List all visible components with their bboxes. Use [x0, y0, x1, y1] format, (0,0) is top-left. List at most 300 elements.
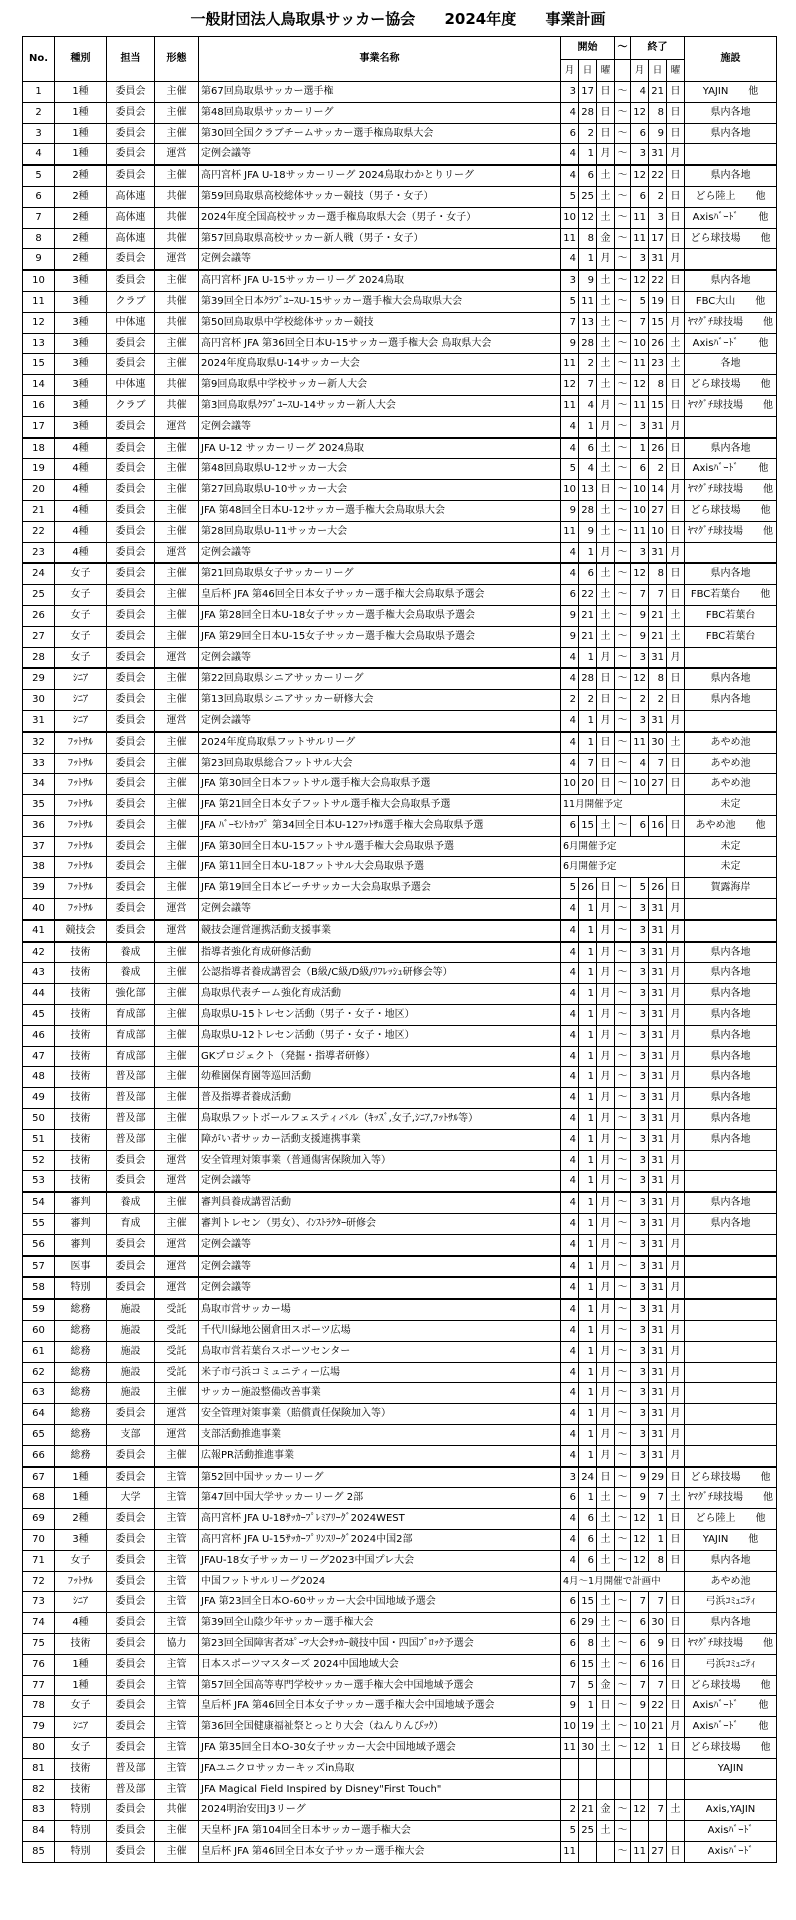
cell-charge: 委員会 — [107, 416, 155, 437]
cell-no: 13 — [23, 333, 55, 354]
cell-event-name: 高円宮杯 JFA U-18サッカーリーグ 2024鳥取わかとりリーグ — [199, 165, 561, 186]
cell-no: 9 — [23, 249, 55, 270]
cell-no: 10 — [23, 270, 55, 291]
cell-form: 共催 — [155, 312, 199, 333]
cell-end-month: 3 — [631, 1005, 649, 1026]
cell-form: 主催 — [155, 1383, 199, 1404]
cell-start-weekday: 月 — [597, 1341, 615, 1362]
cell-tilde: ～ — [615, 416, 631, 437]
cell-facility — [685, 1277, 777, 1299]
cell-end-month: 3 — [631, 899, 649, 920]
table-row — [23, 249, 777, 270]
cell-tilde: ～ — [615, 984, 631, 1005]
cell-charge: 委員会 — [107, 521, 155, 542]
table-row — [23, 1129, 777, 1150]
cell-charge: 委員会 — [107, 563, 155, 584]
cell-end-weekday: 日 — [667, 753, 685, 774]
cell-type: 審判 — [55, 1234, 107, 1255]
cell-end-weekday: 月 — [667, 710, 685, 731]
cell-facility: Axisﾊﾞｰﾄﾞ — [685, 1821, 777, 1842]
cell-start-weekday: 月 — [597, 1383, 615, 1404]
cell-no: 38 — [23, 857, 55, 878]
cell-tilde: ～ — [615, 1299, 631, 1320]
cell-event-name: 第3回鳥取県ｸﾗﾌﾞﾕｰｽU-14サッカー新人大会 — [199, 395, 561, 416]
cell-start-month: 11 — [561, 228, 579, 249]
cell-tilde: ～ — [615, 585, 631, 606]
cell-facility: ﾔﾏｸﾞﾁ球技場 他 — [685, 521, 777, 542]
cell-no: 28 — [23, 647, 55, 668]
cell-facility: 県内各地 — [685, 102, 777, 123]
cell-end-month: 6 — [631, 1654, 649, 1675]
table-row — [23, 1758, 777, 1779]
cell-event-name: 鳥取県代表チーム強化育成活動 — [199, 984, 561, 1005]
cell-form: 主催 — [155, 1192, 199, 1213]
cell-end-weekday: 土 — [667, 605, 685, 626]
cell-start-weekday: 月 — [597, 710, 615, 731]
cell-end-weekday — [667, 1758, 685, 1779]
cell-end-month: 11 — [631, 228, 649, 249]
cell-start-month: 4 — [561, 1383, 579, 1404]
cell-start-month: 4 — [561, 1234, 579, 1255]
cell-form: 主管 — [155, 1613, 199, 1634]
cell-type: 技術 — [55, 1171, 107, 1192]
table-row — [23, 920, 777, 942]
cell-tilde: ～ — [615, 1654, 631, 1675]
cell-end-weekday: 月 — [667, 899, 685, 920]
cell-event-name: 定例会議等 — [199, 647, 561, 668]
cell-charge: 委員会 — [107, 1675, 155, 1696]
cell-type: 1種 — [55, 1654, 107, 1675]
cell-charge: 施設 — [107, 1362, 155, 1383]
cell-start-month: 4 — [561, 1529, 579, 1550]
cell-tilde: ～ — [615, 1088, 631, 1109]
cell-end-day: 1 — [649, 1509, 667, 1530]
cell-start-weekday: 土 — [597, 1592, 615, 1613]
cell-end-weekday: 日 — [667, 82, 685, 103]
cell-tilde: ～ — [615, 395, 631, 416]
cell-event-name: 天皇杯 JFA 第104回全日本サッカー選手権大会 — [199, 1821, 561, 1842]
table-row — [23, 82, 777, 103]
cell-type: ﾌｯﾄｻﾙ — [55, 857, 107, 878]
cell-no: 37 — [23, 836, 55, 857]
cell-charge: 委員会 — [107, 1467, 155, 1488]
cell-tilde: ～ — [615, 1696, 631, 1717]
cell-tilde: ～ — [615, 626, 631, 647]
cell-start-day: 30 — [579, 1737, 597, 1758]
cell-start-month: 4 — [561, 416, 579, 437]
cell-end-weekday: 月 — [667, 249, 685, 270]
cell-tilde: ～ — [615, 1488, 631, 1509]
cell-type: 技術 — [55, 1046, 107, 1067]
cell-end-day: 7 — [649, 1488, 667, 1509]
cell-end-day: 31 — [649, 710, 667, 731]
cell-form: 運営 — [155, 1425, 199, 1446]
cell-charge: 委員会 — [107, 710, 155, 731]
cell-no: 69 — [23, 1509, 55, 1530]
cell-start-weekday: 土 — [597, 459, 615, 480]
cell-end-day: 26 — [649, 878, 667, 899]
cell-end-month — [631, 1821, 649, 1842]
cell-tilde: ～ — [615, 1109, 631, 1130]
cell-end-month: 12 — [631, 1550, 649, 1571]
table-row — [23, 1467, 777, 1488]
cell-event-name: 鳥取県U-12トレセン活動（男子・女子・地区） — [199, 1025, 561, 1046]
cell-end-weekday: 日 — [667, 1550, 685, 1571]
cell-no: 27 — [23, 626, 55, 647]
cell-event-name: 高円宮杯 JFA U-15サッカーリーグ 2024鳥取 — [199, 270, 561, 291]
cell-tilde: ～ — [615, 774, 631, 795]
cell-start-weekday: 日 — [597, 732, 615, 753]
cell-start-weekday — [597, 1758, 615, 1779]
cell-event-name: 第39回全日本ｸﾗﾌﾞﾕｰｽU-15サッカー選手権大会鳥取県大会 — [199, 291, 561, 312]
cell-start-day: 6 — [579, 1529, 597, 1550]
cell-event-name: 第48回鳥取県U-12サッカー大会 — [199, 459, 561, 480]
cell-start-weekday: 日 — [597, 668, 615, 689]
cell-start-day: 11 — [579, 291, 597, 312]
cell-charge: 委員会 — [107, 1171, 155, 1192]
cell-tilde: ～ — [615, 1509, 631, 1530]
cell-start-day — [579, 1779, 597, 1800]
cell-start-day: 1 — [579, 1214, 597, 1235]
cell-charge: 委員会 — [107, 1404, 155, 1425]
cell-end-day: 31 — [649, 1171, 667, 1192]
cell-end-weekday: 日 — [667, 1841, 685, 1862]
cell-end-weekday: 日 — [667, 1675, 685, 1696]
cell-start-weekday: 日 — [597, 690, 615, 711]
cell-form: 共催 — [155, 228, 199, 249]
cell-type: 女子 — [55, 605, 107, 626]
cell-start-weekday: 土 — [597, 375, 615, 396]
cell-form: 主催 — [155, 1129, 199, 1150]
cell-start-month: 4 — [561, 753, 579, 774]
cell-start-weekday: 日 — [597, 1696, 615, 1717]
cell-start-weekday: 月 — [597, 1234, 615, 1255]
cell-form: 運営 — [155, 710, 199, 731]
cell-charge: 委員会 — [107, 249, 155, 270]
cell-start-weekday: 土 — [597, 354, 615, 375]
table-row — [23, 270, 777, 291]
table-row — [23, 1404, 777, 1425]
cell-start-month: 6 — [561, 815, 579, 836]
cell-type: 3種 — [55, 312, 107, 333]
cell-charge: 委員会 — [107, 605, 155, 626]
table-row — [23, 1633, 777, 1654]
cell-start-month: 6 — [561, 1592, 579, 1613]
cell-start-weekday: 月 — [597, 1025, 615, 1046]
cell-start-weekday: 土 — [597, 815, 615, 836]
cell-end-day: 31 — [649, 1192, 667, 1213]
cell-tilde: ～ — [615, 732, 631, 753]
cell-end-month: 3 — [631, 984, 649, 1005]
cell-facility: 県内各地 — [685, 1550, 777, 1571]
cell-end-month: 3 — [631, 1025, 649, 1046]
cell-event-name: 2024明治安田J3リーグ — [199, 1800, 561, 1821]
cell-tilde: ～ — [615, 312, 631, 333]
cell-event-name: JFA 第28回全日本U-18女子サッカー選手権大会鳥取県予選会 — [199, 605, 561, 626]
cell-type: 技術 — [55, 1067, 107, 1088]
cell-tilde: ～ — [615, 1277, 631, 1299]
cell-form: 主催 — [155, 774, 199, 795]
cell-type: 女子 — [55, 1737, 107, 1758]
table-row — [23, 710, 777, 731]
cell-start-weekday: 月 — [597, 1362, 615, 1383]
cell-event-name: 高円宮杯 JFA U-15ｻｯｶｰﾌﾟﾘﾝｽﾘｰｸﾞ2024中国2部 — [199, 1529, 561, 1550]
cell-start-day: 21 — [579, 626, 597, 647]
table-row — [23, 1046, 777, 1067]
cell-event-name: JFA 第30回全日本フットサル選手権大会鳥取県予選 — [199, 774, 561, 795]
cell-event-name: 第28回鳥取県U-11サッカー大会 — [199, 521, 561, 542]
cell-end-day: 21 — [649, 626, 667, 647]
cell-end-day — [649, 1779, 667, 1800]
cell-start-month: 4 — [561, 920, 579, 942]
cell-start-month: 4 — [561, 1509, 579, 1530]
cell-end-month: 10 — [631, 774, 649, 795]
cell-tilde: ～ — [615, 1129, 631, 1150]
cell-event-name: 2024年度鳥取県U-14サッカー大会 — [199, 354, 561, 375]
cell-end-day: 31 — [649, 647, 667, 668]
cell-tilde: ～ — [615, 1025, 631, 1046]
cell-form: 運営 — [155, 647, 199, 668]
cell-type: 総務 — [55, 1341, 107, 1362]
cell-end-weekday: 月 — [667, 1445, 685, 1466]
cell-end-weekday: 月 — [667, 647, 685, 668]
cell-start-weekday: 月 — [597, 647, 615, 668]
cell-type: 競技会 — [55, 920, 107, 942]
cell-start-day: 1 — [579, 984, 597, 1005]
cell-tilde: ～ — [615, 1737, 631, 1758]
cell-form: 主催 — [155, 1214, 199, 1235]
cell-end-day: 14 — [649, 480, 667, 501]
cell-end-day: 1 — [649, 1737, 667, 1758]
cell-no: 24 — [23, 563, 55, 584]
table-row — [23, 521, 777, 542]
cell-start-day: 25 — [579, 186, 597, 207]
cell-facility — [685, 1299, 777, 1320]
cell-start-month: 4 — [561, 1277, 579, 1299]
cell-end-month: 7 — [631, 1592, 649, 1613]
cell-event-name: 第39回全山陰少年サッカー選手権大会 — [199, 1613, 561, 1634]
cell-event-name: 第50回鳥取県中学校総体サッカー競技 — [199, 312, 561, 333]
cell-facility: 県内各地 — [685, 563, 777, 584]
cell-start-day: 1 — [579, 1383, 597, 1404]
cell-start-month: 2 — [561, 1800, 579, 1821]
cell-end-day: 21 — [649, 605, 667, 626]
cell-event-name: 第22回鳥取県シニアサッカーリーグ — [199, 668, 561, 689]
cell-start-day: 21 — [579, 605, 597, 626]
cell-start-weekday: 土 — [597, 563, 615, 584]
cell-type: ﾌｯﾄｻﾙ — [55, 774, 107, 795]
cell-end-weekday: 日 — [667, 1633, 685, 1654]
cell-end-weekday: 日 — [667, 774, 685, 795]
cell-no: 36 — [23, 815, 55, 836]
cell-end-month: 11 — [631, 1841, 649, 1862]
table-header — [23, 37, 777, 82]
cell-start-day: 1 — [579, 1696, 597, 1717]
cell-end-weekday: 日 — [667, 668, 685, 689]
cell-form: 運営 — [155, 1171, 199, 1192]
table-row — [23, 375, 777, 396]
cell-type: 総務 — [55, 1299, 107, 1320]
cell-end-weekday: 月 — [667, 1025, 685, 1046]
cell-start-day: 28 — [579, 333, 597, 354]
cell-start-month: 6 — [561, 1633, 579, 1654]
cell-form: 主管 — [155, 1571, 199, 1592]
cell-event-name: 鳥取県フットボールフェスティバル（ｷｯｽﾞ,女子,ｼﾆｱ,ﾌｯﾄｻﾙ等） — [199, 1109, 561, 1130]
cell-event-name: 第23回鳥取県総合フットサル大会 — [199, 753, 561, 774]
cell-facility: 県内各地 — [685, 1005, 777, 1026]
cell-no: 1 — [23, 82, 55, 103]
cell-event-name: 2024年度鳥取県フットサルリーグ — [199, 732, 561, 753]
cell-no: 83 — [23, 1800, 55, 1821]
cell-end-day: 31 — [649, 1404, 667, 1425]
cell-event-name: 第48回鳥取県サッカーリーグ — [199, 102, 561, 123]
cell-form: 主催 — [155, 815, 199, 836]
cell-type: 特別 — [55, 1821, 107, 1842]
cell-event-name: 第30回全国クラブチームサッカー選手権鳥取県大会 — [199, 123, 561, 144]
cell-no: 25 — [23, 585, 55, 606]
cell-event-name: 中国フットサルリーグ2024 — [199, 1571, 561, 1592]
cell-charge: 普及部 — [107, 1758, 155, 1779]
cell-start-month: 4 — [561, 942, 579, 963]
cell-facility: 未定 — [685, 857, 777, 878]
cell-end-month: 3 — [631, 1256, 649, 1278]
cell-no: 65 — [23, 1425, 55, 1446]
cell-start-day: 13 — [579, 312, 597, 333]
cell-end-day: 31 — [649, 1362, 667, 1383]
cell-facility: 県内各地 — [685, 668, 777, 689]
cell-start-weekday: 月 — [597, 1214, 615, 1235]
cell-end-month — [631, 1758, 649, 1779]
cell-start-month: 4 — [561, 563, 579, 584]
cell-end-weekday: 月 — [667, 1067, 685, 1088]
cell-event-name: 鳥取市営サッカー場 — [199, 1299, 561, 1320]
cell-type: 総務 — [55, 1404, 107, 1425]
cell-facility: どら球技場 他 — [685, 500, 777, 521]
cell-no: 82 — [23, 1779, 55, 1800]
cell-end-weekday: 月 — [667, 1129, 685, 1150]
cell-end-month: 10 — [631, 480, 649, 501]
table-row — [23, 1214, 777, 1235]
cell-no: 42 — [23, 942, 55, 963]
cell-event-name: JFA 第19回全日本ビーチサッカー大会鳥取県予選会 — [199, 878, 561, 899]
cell-facility: Axis,YAJIN — [685, 1800, 777, 1821]
cell-tilde: ～ — [615, 1362, 631, 1383]
cell-end-month: 3 — [631, 416, 649, 437]
cell-facility: 県内各地 — [685, 165, 777, 186]
cell-charge: 委員会 — [107, 1821, 155, 1842]
header-type: 種別 — [55, 37, 107, 82]
cell-start-weekday: 月 — [597, 1277, 615, 1299]
cell-type: 女子 — [55, 585, 107, 606]
cell-start-day: 1 — [579, 1067, 597, 1088]
cell-start-month: 9 — [561, 605, 579, 626]
cell-end-day: 31 — [649, 542, 667, 563]
cell-event-name: 審判員養成講習活動 — [199, 1192, 561, 1213]
cell-no: 3 — [23, 123, 55, 144]
cell-charge: 普及部 — [107, 1129, 155, 1150]
cell-start-day: 4 — [579, 459, 597, 480]
cell-start-day: 28 — [579, 500, 597, 521]
cell-end-weekday: 月 — [667, 920, 685, 942]
cell-facility: Axisﾊﾞｰﾄﾞ 他 — [685, 1696, 777, 1717]
cell-no: 78 — [23, 1696, 55, 1717]
cell-end-weekday: 日 — [667, 1613, 685, 1634]
cell-end-month: 3 — [631, 710, 649, 731]
cell-end-month: 3 — [631, 1425, 649, 1446]
org-name: 一般財団法人鳥取県サッカー協会 — [190, 10, 416, 28]
cell-start-day: 12 — [579, 207, 597, 228]
cell-end-day: 31 — [649, 1425, 667, 1446]
cell-start-day: 9 — [579, 521, 597, 542]
cell-facility: あやめ池 — [685, 732, 777, 753]
cell-facility — [685, 1779, 777, 1800]
cell-schedule-note: 11月開催予定 — [561, 795, 685, 816]
cell-tilde: ～ — [615, 668, 631, 689]
cell-end-month: 10 — [631, 1717, 649, 1738]
cell-no: 8 — [23, 228, 55, 249]
cell-start-weekday: 土 — [597, 1654, 615, 1675]
cell-type: ｼﾆｱ — [55, 1592, 107, 1613]
cell-end-month: 12 — [631, 563, 649, 584]
cell-end-month: 9 — [631, 626, 649, 647]
table-row — [23, 144, 777, 165]
cell-end-day: 31 — [649, 984, 667, 1005]
cell-end-weekday: 土 — [667, 333, 685, 354]
cell-end-month: 3 — [631, 1192, 649, 1213]
cell-end-day: 22 — [649, 1696, 667, 1717]
cell-no: 4 — [23, 144, 55, 165]
cell-start-weekday: 月 — [597, 416, 615, 437]
cell-tilde: ～ — [615, 542, 631, 563]
cell-tilde: ～ — [615, 1445, 631, 1466]
cell-charge: 委員会 — [107, 668, 155, 689]
cell-no: 16 — [23, 395, 55, 416]
cell-type: 3種 — [55, 375, 107, 396]
cell-end-weekday: 日 — [667, 1737, 685, 1758]
cell-end-month: 3 — [631, 942, 649, 963]
cell-end-day: 31 — [649, 1256, 667, 1278]
cell-charge: 委員会 — [107, 1737, 155, 1758]
cell-charge: 委員会 — [107, 438, 155, 459]
cell-no: 64 — [23, 1404, 55, 1425]
cell-start-month: 4 — [561, 1256, 579, 1278]
cell-tilde: ～ — [615, 144, 631, 165]
cell-type: 1種 — [55, 82, 107, 103]
cell-end-day: 31 — [649, 920, 667, 942]
cell-end-month: 11 — [631, 207, 649, 228]
cell-form: 受託 — [155, 1341, 199, 1362]
cell-form: 主催 — [155, 585, 199, 606]
cell-end-month: 7 — [631, 312, 649, 333]
cell-facility: 県内各地 — [685, 1109, 777, 1130]
cell-no: 29 — [23, 668, 55, 689]
cell-tilde: ～ — [615, 354, 631, 375]
cell-event-name: JFA 第30回全日本U-15フットサル選手権大会鳥取県予選 — [199, 836, 561, 857]
cell-form: 主催 — [155, 668, 199, 689]
cell-end-month: 3 — [631, 249, 649, 270]
cell-end-day: 31 — [649, 416, 667, 437]
cell-charge: 支部 — [107, 1425, 155, 1446]
table-row — [23, 1067, 777, 1088]
table-row — [23, 857, 777, 878]
cell-start-weekday: 月 — [597, 942, 615, 963]
table-row — [23, 1717, 777, 1738]
cell-start-month: 9 — [561, 333, 579, 354]
cell-start-day: 26 — [579, 878, 597, 899]
cell-facility: 未定 — [685, 795, 777, 816]
cell-end-month: 6 — [631, 815, 649, 836]
cell-end-day: 19 — [649, 291, 667, 312]
